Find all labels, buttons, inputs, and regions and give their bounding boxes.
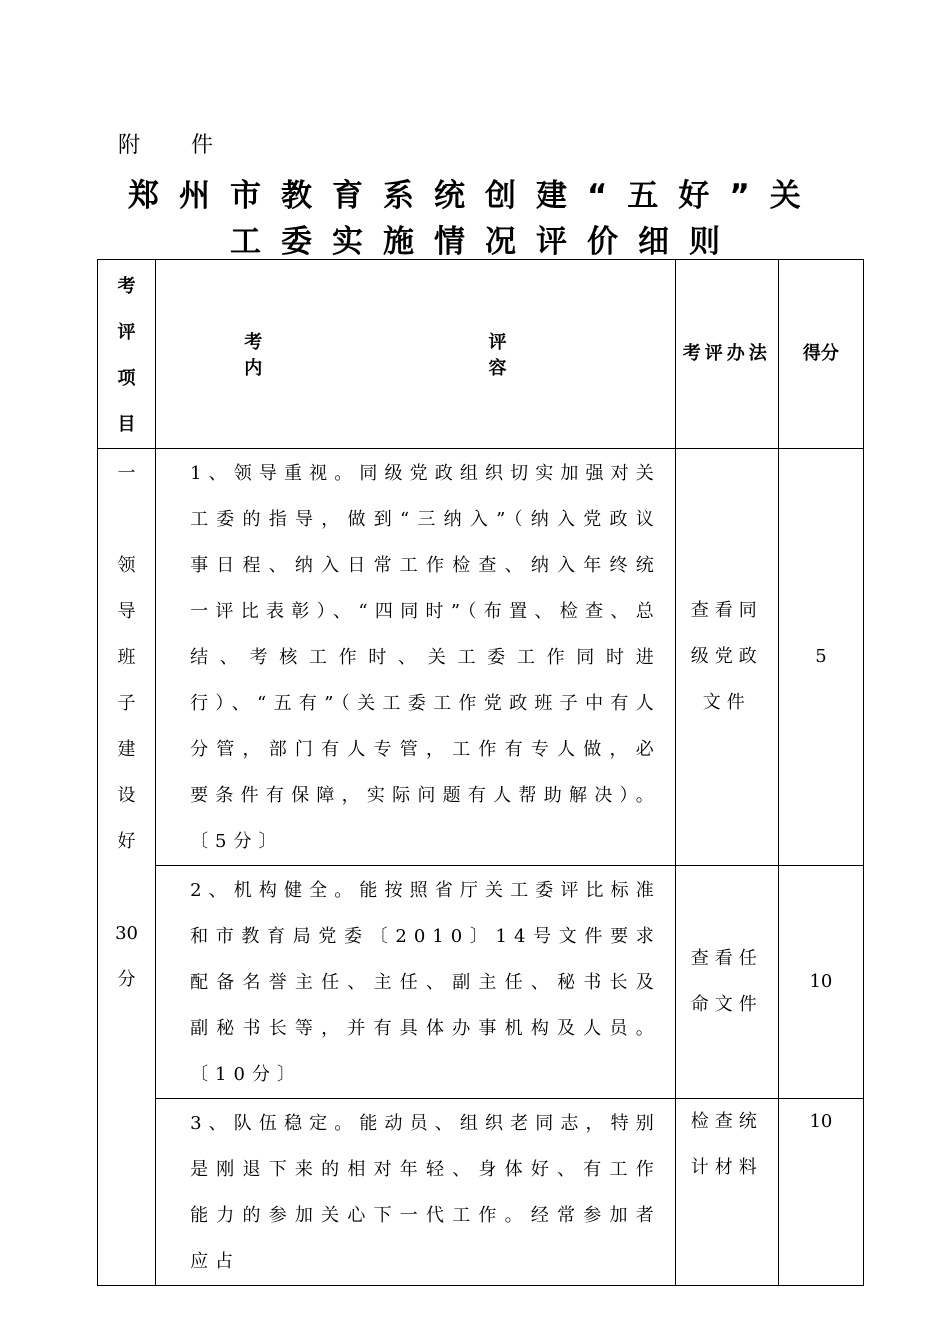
attachment-label: 附 件 xyxy=(118,133,235,158)
row-method: 查看任命文件 xyxy=(675,866,778,1099)
row-score: 10 xyxy=(778,866,863,1099)
header-method: 考评办法 xyxy=(675,260,778,449)
category-char: 设 xyxy=(117,785,136,806)
header-item-char: 考 xyxy=(117,276,136,297)
category-cell xyxy=(98,449,156,1286)
evaluation-table xyxy=(97,259,864,1286)
category-char: 导 xyxy=(117,601,136,622)
table-row xyxy=(98,1099,864,1286)
header-item-char: 评 xyxy=(117,322,136,343)
category-points-unit: 分 xyxy=(117,969,136,990)
table-header-row xyxy=(98,260,864,449)
table-row xyxy=(98,449,864,866)
header-item-char: 项 xyxy=(117,368,136,389)
row-content: 3、队伍稳定。能动员、组织老同志，特别是刚退下来的相对年轻、身体好、有工作能力的参加关心下一代工作。经常参加者应占 xyxy=(156,1099,676,1286)
document-title-line-1: 郑州市教育系统创建“五好”关 xyxy=(128,178,821,214)
category-char: 建 xyxy=(117,739,136,760)
row-method: 检查统计材料 xyxy=(675,1099,778,1286)
document-title-line-2: 工委实施情况评价细则 xyxy=(230,224,740,260)
table-row xyxy=(98,866,864,1099)
category-char: 好 xyxy=(117,831,136,852)
row-content: 2、机构健全。能按照省厅关工委评比标准和市教育局党委〔2010〕14号文件要求配备名誉主任、主任、副主任、秘书长及副秘书长等，并有具体办事机构及人员。〔10分〕 xyxy=(156,866,676,1099)
row-score: 10 xyxy=(778,1099,863,1286)
header-item-char: 目 xyxy=(117,414,136,435)
header-score: 得分 xyxy=(778,260,863,449)
row-method: 查看同级党政文件 xyxy=(675,449,778,866)
row-score: 5 xyxy=(778,449,863,866)
header-content: 考 评 内 容 xyxy=(156,260,676,449)
header-item xyxy=(98,260,156,449)
row-content: 1、领导重视。同级党政组织切实加强对关工委的指导，做到“三纳入”（纳入党政议事日程、纳入日常工作检查、纳入年终统一评比表彰）、“四同时”（布置、检查、总结、考核工作时、关工委工作同时进行）、“五有”（关工委工作党政班子中有人分管，部门有人专管，工作有专人做，必要条件有保障，实际问题有人帮助解决）。〔5分〕 xyxy=(156,449,676,866)
category-points: 30 xyxy=(115,923,138,944)
category-number: 一 xyxy=(117,463,136,484)
category-char: 领 xyxy=(117,555,136,576)
category-char: 班 xyxy=(117,647,136,668)
category-char: 子 xyxy=(117,693,136,714)
